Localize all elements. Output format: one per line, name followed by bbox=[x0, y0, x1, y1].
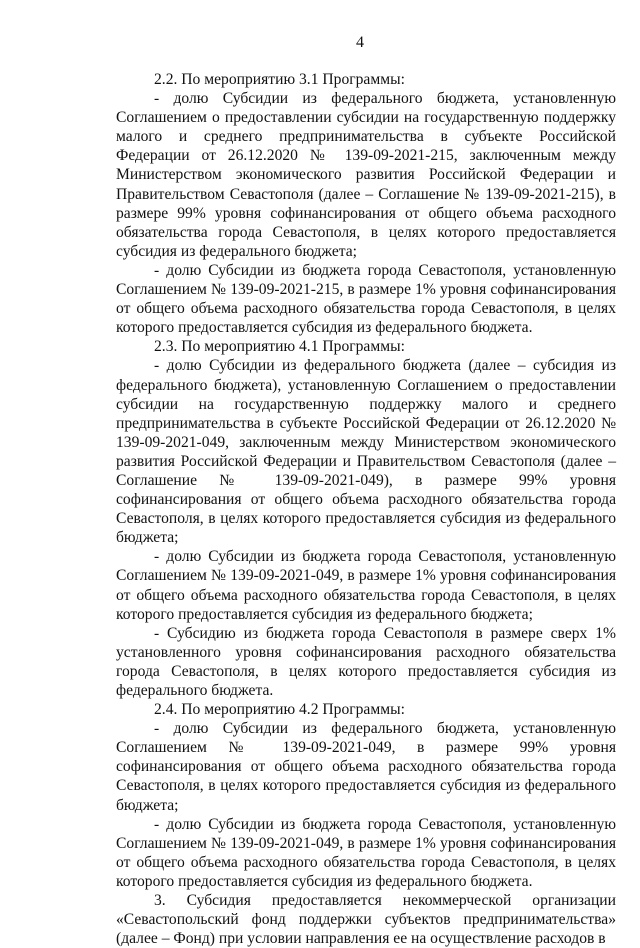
section-heading-2-3: 2.3. По мероприятию 4.1 Программы: bbox=[154, 338, 405, 356]
section-heading-2-4: 2.4. По мероприятию 4.2 Программы: bbox=[154, 701, 405, 719]
document-body bbox=[116, 70, 616, 948]
page-number: 4 bbox=[356, 34, 364, 51]
paragraph-2-3-over-one-percent: - Субсидию из бюджета города Севастополя в размере сверх 1% установленного уровня софинансирования расходного обязательства города Севастополя, в целях которого предоставляется субсидия из федерального бюджета. bbox=[116, 624, 616, 699]
paragraph-2-4-federal-share: - долю Субсидии из федерального бюджета, установленную Соглашением № 139-09-2021-049, в размере 99% уровня софинансирования от общего объема расходного обязательства города Севастополя, в целях которого предоставляется субсидия из федерального бюджета; bbox=[116, 720, 616, 814]
paragraph-2-4-city-share: - долю Субсидии из бюджета города Севастополя, установленную Соглашением № 139-09-2021-049, в размере 1% уровня софинансирования от общего объема расходного обязательства города Севастополя, в целях которого предоставляется субсидия из федерального бюджета. bbox=[116, 815, 616, 890]
section-heading-2-2: 2.2. По мероприятию 3.1 Программы: bbox=[154, 71, 405, 88]
paragraph-2-2-city-share: - долю Субсидии из бюджета города Севастополя, установленную Соглашением № 139-09-2021-215, в размере 1% уровня софинансирования от общего объема расходного обязательства города Севастополя, в целях которого предоставляется субсидия из федерального бюджета. bbox=[116, 261, 616, 337]
paragraph-2-3-federal-share: - долю Субсидии из федерального бюджета (далее – субсидия из федерального бюджета), установленную Соглашением о предоставлении субсидии на государственную поддержку малого и среднего предпринимательства в субъекте Российской Федерации от 26.12.2020 № 139-09-2021-049, заключенным между Министерством экономического развития Российской Федерации и Правительством Севастополя (далее – Соглашение № 139-09-2021-049), в размере 99% уровня софинансирования от общего объема расходного обязательства города Севастополя, в целях которого предоставляется субсидия из федерального бюджета; bbox=[116, 357, 616, 547]
paragraph-3-subsidy-conditions: 3. Субсидия предоставляется некоммерческой организации «Севастопольский фонд поддержки субъектов предпринимательства» (далее – Фонд) при условии направления ее на осуществление расходов в bbox=[116, 892, 616, 948]
paragraph-2-2-federal-share: - долю Субсидии из федерального бюджета, установленную Соглашением о предоставлении субсидии на государственную поддержку малого и среднего предпринимательства в субъекте Российской Федерации от 26.12.2020 № 139-09-2021-215, заключенным между Министерством экономического развития Российской Федерации и Правительством Севастополя (далее – Соглашение № 139-09-2021-215), в размере 99% уровня софинансирования от общего объема расходного обязательства города Севастополя, в целях которого предоставляется субсидия из федерального бюджета; bbox=[116, 90, 616, 260]
paragraph-2-3-city-share: - долю Субсидии из бюджета города Севастополя, установленную Соглашением № 139-09-2021-049, в размере 1% уровня софинансирования от общего объема расходного обязательства города Севастополя, в целях которого предоставляется субсидия из федерального бюджета; bbox=[116, 548, 616, 623]
